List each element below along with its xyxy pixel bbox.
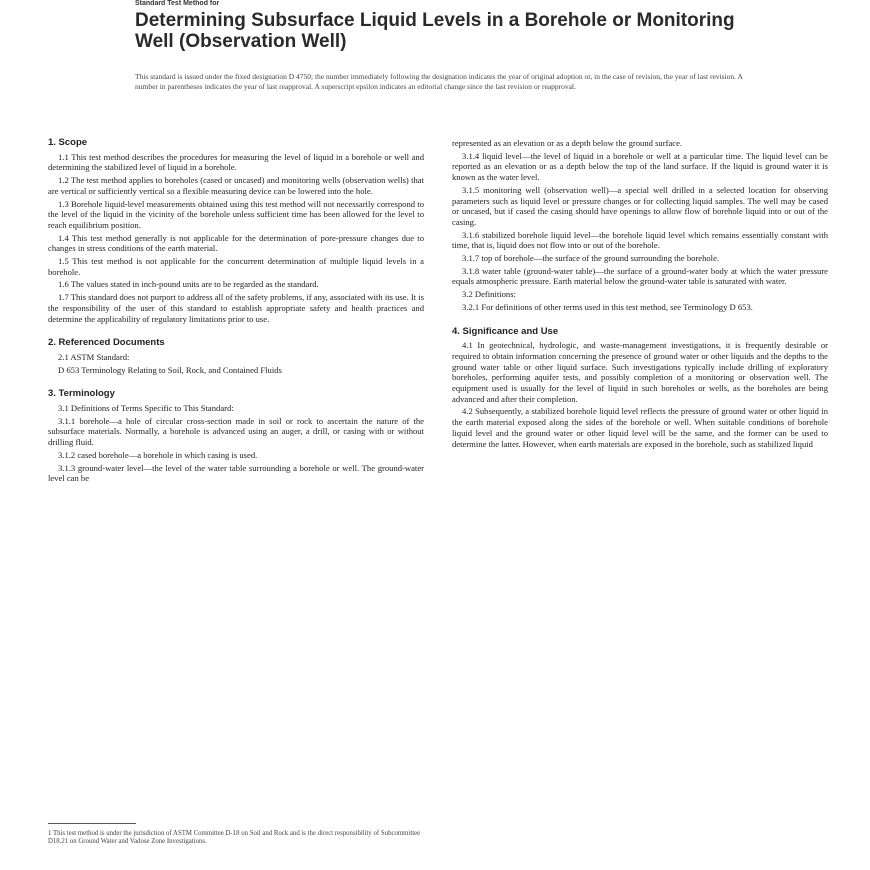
- paragraph: 3.1.2 cased borehole—a borehole in which casing is used.: [58, 449, 258, 460]
- section-heading: 1. Scope: [48, 137, 88, 148]
- paragraph: 4.2 Subsequently, a stabilized borehole liquid level reflects the pressure of ground water or other liquid in the earth material exposed along the sides of the borehole or well. When suitable conditions of borehole liquid level and the ground water or other liquid level will be the same, and the former can be used to determine the latter. However, when earth materials are exposed in the borehole, such as stabilized liquid: [452, 406, 828, 449]
- section-spacer: [452, 315, 828, 327]
- paragraph: 3.1.1 borehole—a hole of circular cross-section made in soil or rock to ascertain the nature of the subsurface materials. Normally, a borehole is advanced using an auger, a drill, or casing with or without drilling fluid.: [48, 415, 424, 448]
- footnote-divider: [48, 823, 136, 824]
- paragraph: 1.5 This test method is not applicable for the concurrent determination of multiple liquid levels in a borehole.: [48, 256, 424, 277]
- paragraph: 3.1.7 top of borehole—the surface of the ground surrounding the borehole.: [462, 253, 720, 264]
- right-column: [452, 138, 828, 451]
- paragraph: 3.1.5 monitoring well (observation well)—a special well drilled in a selected location for observing parameters such as liquid level or pressure changes or for collecting liquid samples. The well may be cased or uncased, but if cased the casing should have openings to allow flow of borehole liquid into or out of the casing.: [452, 184, 828, 227]
- left-column: [48, 138, 424, 486]
- paragraph: 4.1 In geotechnical, hydrologic, and waste-management investigations, it is frequently desirable or required to obtain information concerning the presence of ground water or other liquids and the depths to the ground water table or other liquid surface. Such investigations typically include drilling of exploratory boreholes, performing aquifer tests, and possibly completion of a monitoring or observation well. The equipment used is usually for the level of liquid in such boreholes or wells, as the boreholes are being advanced and after their completion.: [452, 340, 828, 404]
- paragraph: 1.3 Borehole liquid-level measurements obtained using this test method will not necessarily correspond to the level of the liquid in the vicinity of the borehole unless sufficient time has been allowed for the level to reach equilibrium position.: [48, 198, 424, 230]
- designation-line: Standard Test Method for: [135, 0, 220, 7]
- section-heading: 3. Terminology: [48, 388, 115, 400]
- paragraph: 3.1.6 stabilized borehole liquid level—the borehole liquid level which remains essentially constant with time, that is, liquid does not flow into or out of the borehole.: [452, 229, 828, 251]
- paragraph: represented as an elevation or as a depth below the ground surface.: [452, 138, 683, 148]
- paragraph: 3.1.3 ground-water level—the level of the water table surrounding a borehole or well. The ground-water level can be: [48, 462, 424, 484]
- paragraph: 3.2 Definitions:: [462, 289, 516, 300]
- paragraph: 1.7 This standard does not purport to address all of the safety problems, if any, associated with its use. It is the responsibility of the user of this standard to establish appropriate safety and health practices and determine the applicability of regulatory limitations prior to use.: [48, 292, 424, 324]
- paragraph: 3.2.1 For definitions of other terms used in this test method, see Terminology D 653.: [462, 301, 753, 312]
- footnote: 1 This test method is under the jurisdiction of ASTM Committee D-18 on Soil and Rock and is the direct responsibility of Subcommittee D18.21 on Ground Water and Vadose Zone Investigations.: [48, 830, 421, 846]
- paragraph: 1.1 This test method describes the procedures for measuring the level of liquid in a borehole or well and determining the stabilized level of liquid in a borehole.: [48, 151, 424, 173]
- paragraph: 2.1 ASTM Standard:: [58, 351, 130, 362]
- abstract: This standard is issued under the fixed designation D 4750; the number immediately following the designation indicates the year of original adoption or, in the case of revision, the year of last revision. A number in parentheses indicates the year of last reapproval. A superscript epsilon indicates an editorial change since the last revision or reapproval.: [135, 72, 743, 91]
- paragraph: 1.6 The values stated in inch-pound units are to be regarded as the standard.: [58, 279, 319, 290]
- section-heading: 4. Significance and Use: [452, 325, 559, 337]
- section-heading: 2. Referenced Documents: [48, 337, 165, 349]
- paragraph: 1.2 The test method applies to boreholes (cased or uncased) and monitoring wells (observation wells) that are vertical or sufficiently vertical so a flexible measuring device can be lowered into the hole.: [48, 175, 424, 196]
- document-title: Determining Subsurface Liquid Levels in a Borehole or Monitoring Well (Observation Well): [135, 10, 735, 52]
- paragraph: 3.1.4 liquid level—the level of liquid in a borehole or well at a particular time. The liquid level can be reported as an elevation or as a depth below the top of the land surface. If the liquid is ground water it is known as the water level.: [452, 150, 828, 183]
- paragraph: 3.1.8 water table (ground-water table)—the surface of a ground-water body at which the water pressure equals atmospheric pressure. Earth material below the ground-water table is saturated with water.: [452, 265, 828, 287]
- paragraph: 3.1 Definitions of Terms Specific to This Standard:: [58, 403, 234, 414]
- paragraph: 1.4 This test method generally is not applicable for the determination of pore-pressure changes due to changes in stress conditions of the earth material.: [48, 232, 424, 254]
- paragraph: D 653 Terminology Relating to Soil, Rock, and Contained Fluids: [58, 364, 282, 375]
